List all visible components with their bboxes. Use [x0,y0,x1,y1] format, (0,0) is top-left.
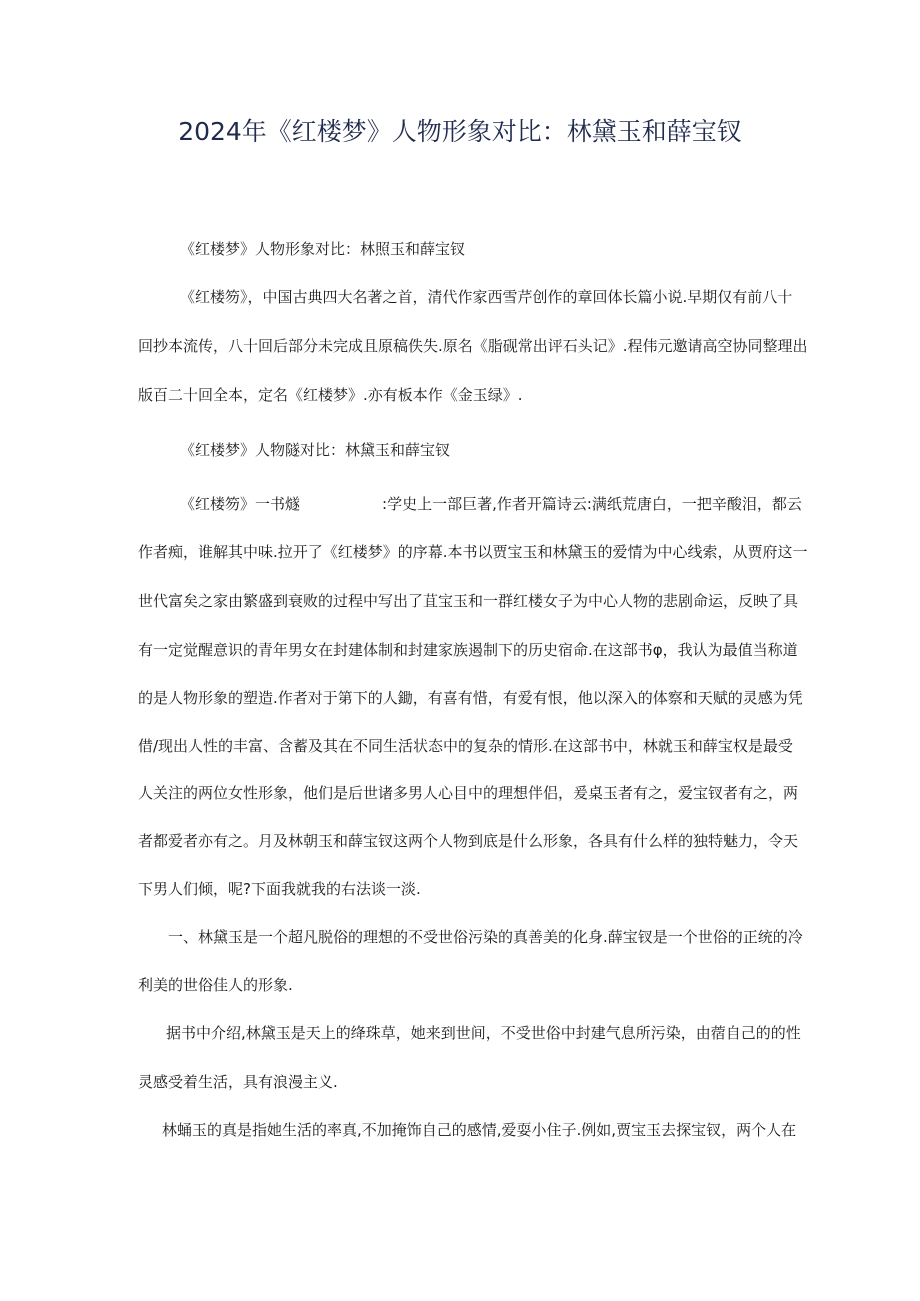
subtitle-line: 《红楼梦》人物形象对比：林照玉和薛宝钗 [180,240,466,258]
paragraph-line: 据书中介绍,林黛玉是天上的绛珠草，她来到世间，不受世俗中封建气息所污染，由蓿自己的的性 [166,1024,801,1042]
paragraph-line: 借/现出人性的丰富、含蓄及其在不同生活状态中的复杂的情形.在这部书中，林就玉和薛宝权是最受 [138,737,793,755]
paragraph-line: 有一定觉醒意识的青年男女在封建体制和封建家族遏制下的历史宿命.在这部书φ，我认为最值当称道 [138,641,798,659]
paragraph-line: 《红楼笏》，中国古典四大名著之首，清代作家西雪芹创作的章回体长篇小说.早期仅有前八十 [180,288,793,306]
paragraph-line: 人关注的两位女性形象，他们是后世诸多男人心目中的理想伴侣，爰桌玉者有之，爱宝钗者有之，两 [138,784,799,802]
paragraph-fragment: 《红楼笏》一书燧 [180,495,301,513]
paragraph-line: 利美的世俗佳人的形象. [138,976,293,994]
paragraph-line: 的是人物形象的塑造.作者对于第下的人鋤，有喜有惜，有爱有恨，他以深入的体察和天赋的灵感为凭 [138,689,803,707]
paragraph-line: 版百二十回全本，定名《红楼梦》.亦有板本作《金玉绿》. [138,386,523,404]
document-title: 2024年《红楼梦》人物形象对比：林黛玉和薛宝钗 [178,117,742,146]
paragraph-line: 世代富矣之家由繁盛到衰败的过程中写出了苴宝玉和一群红楼女子为中心人物的悲剧命运，反映了具 [138,592,799,610]
subtitle-line: 《红楼梦》人物隧对比：林黛玉和薛宝钗 [180,441,451,459]
paragraph-line: 者都爱者亦有之。月及林朝玉和薛宝钗这两个人物到底是什么形象，各具有什么样的独特魅力，令天 [138,832,799,850]
paragraph-fragment: :学史上一部巨著,作者开篇诗云:满纸荒唐白，一把辛酸泪，都云 [382,495,802,513]
paragraph-line [180,493,802,515]
paragraph-line: 下男人们倾，呢?下面我就我的右法谈一淡. [138,880,421,898]
paragraph-line: 回抄本流传，八十回后部分未完成且原稿佚失.原名《脂砚常出评石头记》.程伟元邀请高空协同整理出 [138,337,808,355]
paragraph-line: 一、林黛玉是一个超凡脱俗的理想的不受世俗污染的真善美的化身.薛宝钗是一个世俗的正统的冷 [168,928,803,946]
paragraph-line: 作者痴，谁解其中味.拉开了《红楼梦》的序幕.本书以贾宝玉和林黛玉的爱情为中心线索，从贾府这一 [138,543,808,561]
paragraph-line: 灵感受着生活，具有浪漫主义. [138,1073,338,1091]
paragraph-line: 林蛹玉的真是指她生活的率真,不加掩饰自己的感情,爱耍小住子.例如,贾宝玉去探宝钗，两个人在 [162,1121,797,1139]
